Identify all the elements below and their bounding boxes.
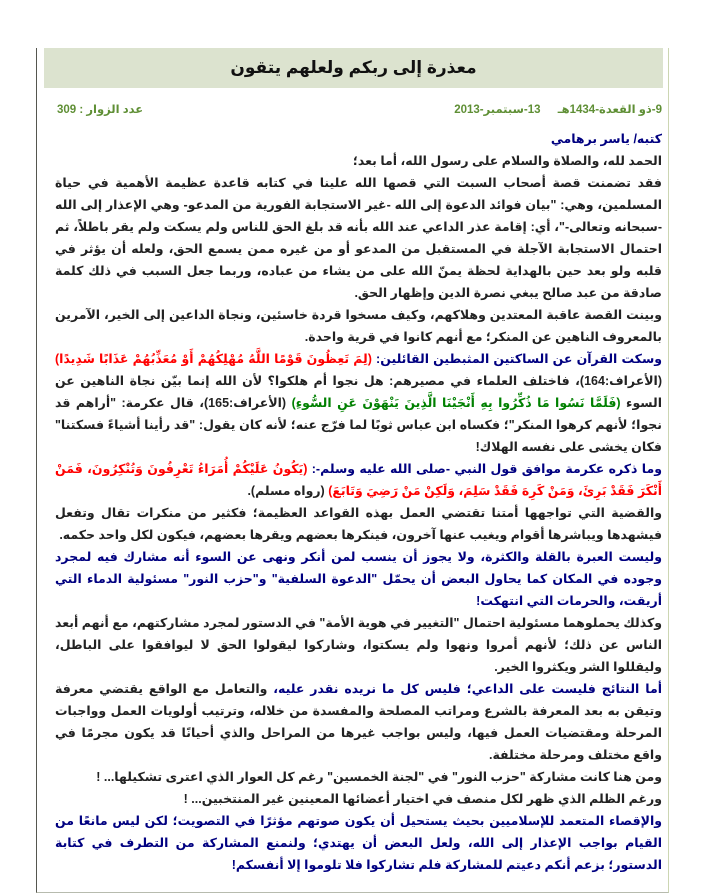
quran-verse: (فَلَمَّا نَسُوا مَا ذُكِّرُوا بِهِ أَنْجَيْنَا الَّذِينَ يَنْهَوْنَ عَنِ السُّوءِ)	[291, 396, 621, 410]
author-name: كتبه/ ياسر برهامي	[550, 132, 662, 146]
byline	[55, 128, 662, 150]
page	[0, 48, 717, 872]
paragraph: وسكت القرآن عن الساكتين المثبطين القائلين: (لِمَ تَعِظُونَ قَوْمًا اللَّهُ مُهْلِكُهُمْ أَوْ مُعَذِّبُهُمْ عَذَابًا شَدِيدًا) (الأعراف:164)، فاختلف العلماء في مصيرهم: هل نجوا أم هلكوا؟ لأن الله إنما بيّن نجاة الناهين عن السوء (فَلَمَّا نَسُوا مَا ذُكِّرُوا بِهِ أَنْجَيْنَا الَّذِينَ يَنْهَوْنَ عَنِ السُّوءِ) (الأعراف:165)، قال عكرمة: "أراهم قد نجوا؛ لأنهم كرهوا المنكر"؛ فكساه ابن عباس ثوبًا لما فرّج عنه؛ لأنه كان يقول: "قد رأينا أشياءً فسكتنا" فكان يخشى على نفسه الهلاك!	[55, 352, 663, 454]
article-container	[36, 48, 669, 893]
paragraph: أما النتائج فليست على الداعي؛ فليس كل ما نريده نقدر عليه، والتعامل مع الواقع يقتضي معرفة وتيقن به بعد المعرفة بالشرع ومراتب المصلحة والمفسدة من خلاله، وترتيب أولويات العمل وواجبات المرحلة ومقتضيات العمل فيها، وليس بواجب غيرها من المراحل والذي أحيانًا قد يكون مجرمًا في واقع مختلف ومرحلة مختلفة.	[55, 682, 662, 762]
visitor-count: عدد الزوار : 309	[57, 104, 144, 116]
paragraph: والإقصاء المتعمد للإسلاميين بحيث يستحيل أن يكون صوتهم مؤثرًا في التصويت؛ لكن ليس مانعًا من القيام بواجب الإعذار إلى الله، ولعل البعض أن يهتدي؛ ولنمنع المشاركة من التطرف في كتابة الدستور؛ بزعم أنكم دعيتم للمشاركة فلم تشاركوا فلا تلوموا إلا أنفسكم!	[55, 814, 662, 872]
date-gregorian: 13-سبتمبر-2013	[454, 104, 541, 116]
paragraph: ورغم الظلم الذي ظهر لكل منصف في اختيار أعضائها المعينين غير المنتخبين... !	[183, 792, 662, 806]
hadith-source: (رواه مسلم).	[247, 484, 325, 498]
paragraph: والقضية التي تواجهها أمتنا تقتضي العمل بهذه القواعد العظيمة؛ فكثير من منكرات تقال وتفعل فيشهدها ويباشرها أقوام ويغيب عنها آخرون، فينكرها بعضهم ويقرها بعضهم، فيكون لكل واحد حكمه.	[55, 506, 662, 542]
article-title-bar	[44, 48, 663, 88]
article-body	[37, 116, 668, 880]
article-meta-row	[37, 88, 668, 116]
paragraph: وليست العبرة بالقلة والكثرة، ولا يجوز أن ينسب لمن أنكر ونهى عن السوء أنه مشارك فيه لمجرد وجوده في المكان كما يحاول البعض أن يحمّل "الدعوة السلفية" و"حزب النور" مسئولية الدماء التي أريقت، والحرمات التي انتهكت!	[55, 550, 662, 608]
date-hijri: 9-ذو القعدة-1434هـ	[557, 104, 662, 116]
paragraph: فقد تضمنت قصة أصحاب السبت التي قصها الله علينا في كتابه قاعدة عظيمة الأهمية في حياة المسلمين، وهي: "بيان فوائد الدعوة إلى الله -غير الاستجابة الفورية من المدعو- وهي الإعذار إلى الله -سبحانه وتعالى-"، أي: إقامة عذر الداعي عند الله بأنه قد بلغ الحق للناس ولم يسكت ولم يقر باطلاً، ثم احتمال الاستجابة الآجلة في المستقبل من المدعو أو من غيره ممن يسمع الحق، ولعله أن يؤثر في قلبه ولو بعد حين بالهداية لحظة يمنّ الله على من يشاء من عباده، وربما جعل السبب في ذلك كلمة صادقة من عبد صالح يبغي نصرة الدين وإظهار الحق.	[55, 176, 662, 300]
paragraph: وكذلك يحملوهما مسئولية احتمال "التغيير في هوية الأمة" في الدستور لمجرد مشاركتهم، مع أنهم أبعد الناس عن ذلك؛ لأنهم أمروا ونهوا ولم يسكتوا، وشاركوا ليقولوا الحق لا ليوافقوا على الباطل، وليقللوا الشر ويكثروا الخير.	[55, 616, 662, 674]
page-title: معذرة إلى ربكم ولعلهم يتقون	[230, 58, 477, 77]
paragraph: ومن هنا كانت مشاركة "حزب النور" في "لجنة الخمسين" رغم كل العوار الذي اعترى تشكيلها... !	[96, 770, 662, 784]
quran-verse: (لِمَ تَعِظُونَ قَوْمًا اللَّهُ مُهْلِكُهُمْ أَوْ مُعَذِّبُهُمْ عَذَابًا شَدِيدًا)	[55, 352, 372, 366]
paragraph: وبينت القصة عاقبة المعتدين وهلاكهم، وكيف مسخوا قردة خاسئين، ونجاة الداعين إلى الخير، الآمرين بالمعروف الناهين عن المنكر؛ مع أنهم كانوا في قرية واحدة.	[55, 308, 662, 344]
paragraph: وما ذكره عكرمة موافق قول النبي -صلى الله عليه وسلم-: (يَكُونُ عَلَيْكُمْ أُمَرَاءُ تَعْرِفُونَ وَتُنْكِرُونَ، فَمَنْ أَنْكَرَ فَقَدْ بَرِئَ، وَمَنْ كَرِهَ فَقَدْ سَلِمَ، وَلَكِنْ مَنْ رَضِيَ وَتَابَعَ) (رواه مسلم).	[55, 462, 662, 498]
article-date	[454, 102, 662, 116]
hadith-text: (يَكُونُ عَلَيْكُمْ أُمَرَاءُ تَعْرِفُونَ وَتُنْكِرُونَ، فَمَنْ أَنْكَرَ فَقَدْ بَرِئَ، وَمَنْ كَرِهَ فَقَدْ سَلِمَ، وَلَكِنْ مَنْ رَضِيَ وَتَابَعَ)	[55, 462, 662, 498]
paragraph: الحمد لله، والصلاة والسلام على رسول الله، أما بعد؛	[352, 154, 662, 168]
